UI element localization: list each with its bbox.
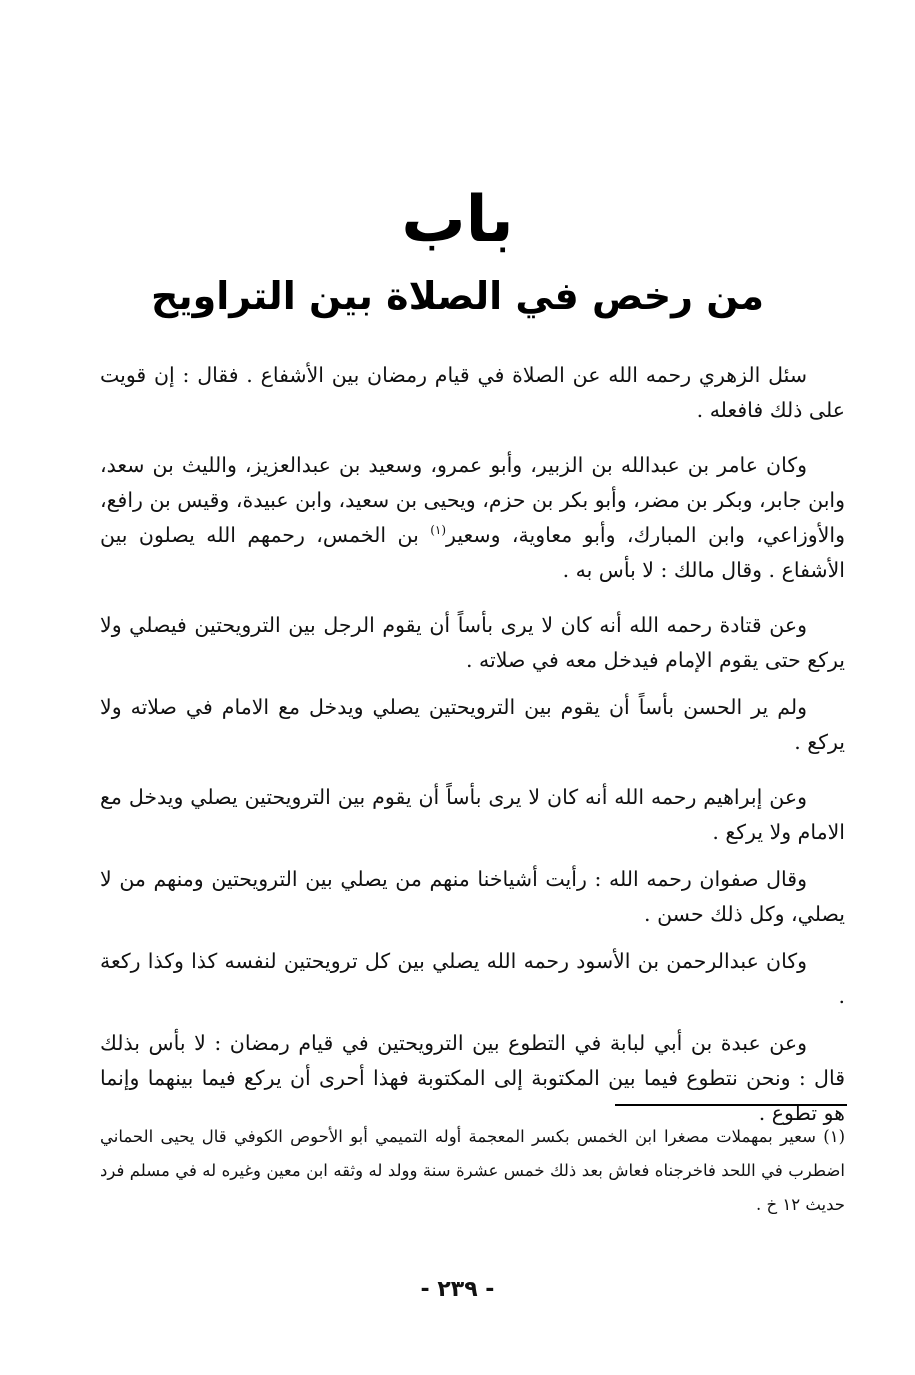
paragraph-1: سئل الزهري رحمه الله عن الصلاة في قيام رمضان بين الأشفاع . فقال : إن قويت على ذلك فافعله . <box>100 363 845 422</box>
paragraph-8: وعن عبدة بن أبي لبابة في التطوع بين الترويحتين في قيام رمضان : لا بأس بذلك قال : ونحن نتطوع فيما بين المكتوبة إلى المكتوبة فهذا أحرى أن يركع فيما بينهما وإنما هو تطوع . <box>100 1031 845 1125</box>
page-number: - ٢٣٩ - <box>420 1277 495 1302</box>
paragraph-5: وعن إبراهيم رحمه الله أنه كان لا يرى بأساً أن يقوم بين الترويحتين يصلي ويدخل مع الامام ولا يركع . <box>100 785 845 844</box>
paragraph-4: ولم ير الحسن بأساً أن يقوم بين الترويحتين يصلي ويدخل مع الامام في صلاته ولا يركع . <box>100 695 845 754</box>
paragraph-2-text: وكان عامر بن عبدالله بن الزبير، وأبو عمرو، وسعيد بن عبدالعزيز، والليث بن سعد، وابن جابر، وبكر بن مضر، وأبو بكر بن حزم، ويحيى بن سعيد، وابن عبيدة، وقيس بن رافع، والأوزاعي، وابن المبارك، وأبو معاوية، وسعير <box>100 453 845 547</box>
chapter-subtitle: من رخص في الصلاة بين التراويح <box>150 274 765 318</box>
paragraph-6: وقال صفوان رحمه الله : رأيت أشياخنا منهم من يصلي بين الترويحتين ومنهم من لا يصلي، وكل ذلك حسن . <box>100 867 845 926</box>
footnotes <box>100 1120 845 1222</box>
paragraph-3: وعن قتادة رحمه الله أنه كان لا يرى بأساً أن يقوم الرجل بين الترويحتين فيصلي ولا يركع حتى يقوم الإمام فيدخل معه في صلاته . <box>100 613 845 672</box>
footnote-1: (١) سعير بمهملات مصغرا ابن الخمس بكسر المعجمة أوله التميمي أبو الأحوص الكوفي قال يحيى الحماني اضطرب في اللحد فاخرجناه فعاش بعد ذلك خمس عشرة سنة وولد له وثقه ابن معين وغيره له في مسلم فرد حديث ١٢ خ . <box>100 1127 845 1214</box>
footnote-reference: (١) <box>430 523 447 538</box>
paragraph-2-continuation: بن الخمس، رحمهم الله يصلون بين الأشفاع . وقال مالك : لا بأس به . <box>100 523 845 582</box>
body-text <box>100 358 845 1151</box>
paragraph-2 <box>100 448 845 588</box>
chapter-heading: باب <box>401 183 514 257</box>
paragraph-7: وكان عبدالرحمن بن الأسود رحمه الله يصلي بين كل ترويحتين لنفسه كذا وكذا ركعة . <box>100 949 845 1008</box>
footnote-divider <box>615 1104 847 1106</box>
